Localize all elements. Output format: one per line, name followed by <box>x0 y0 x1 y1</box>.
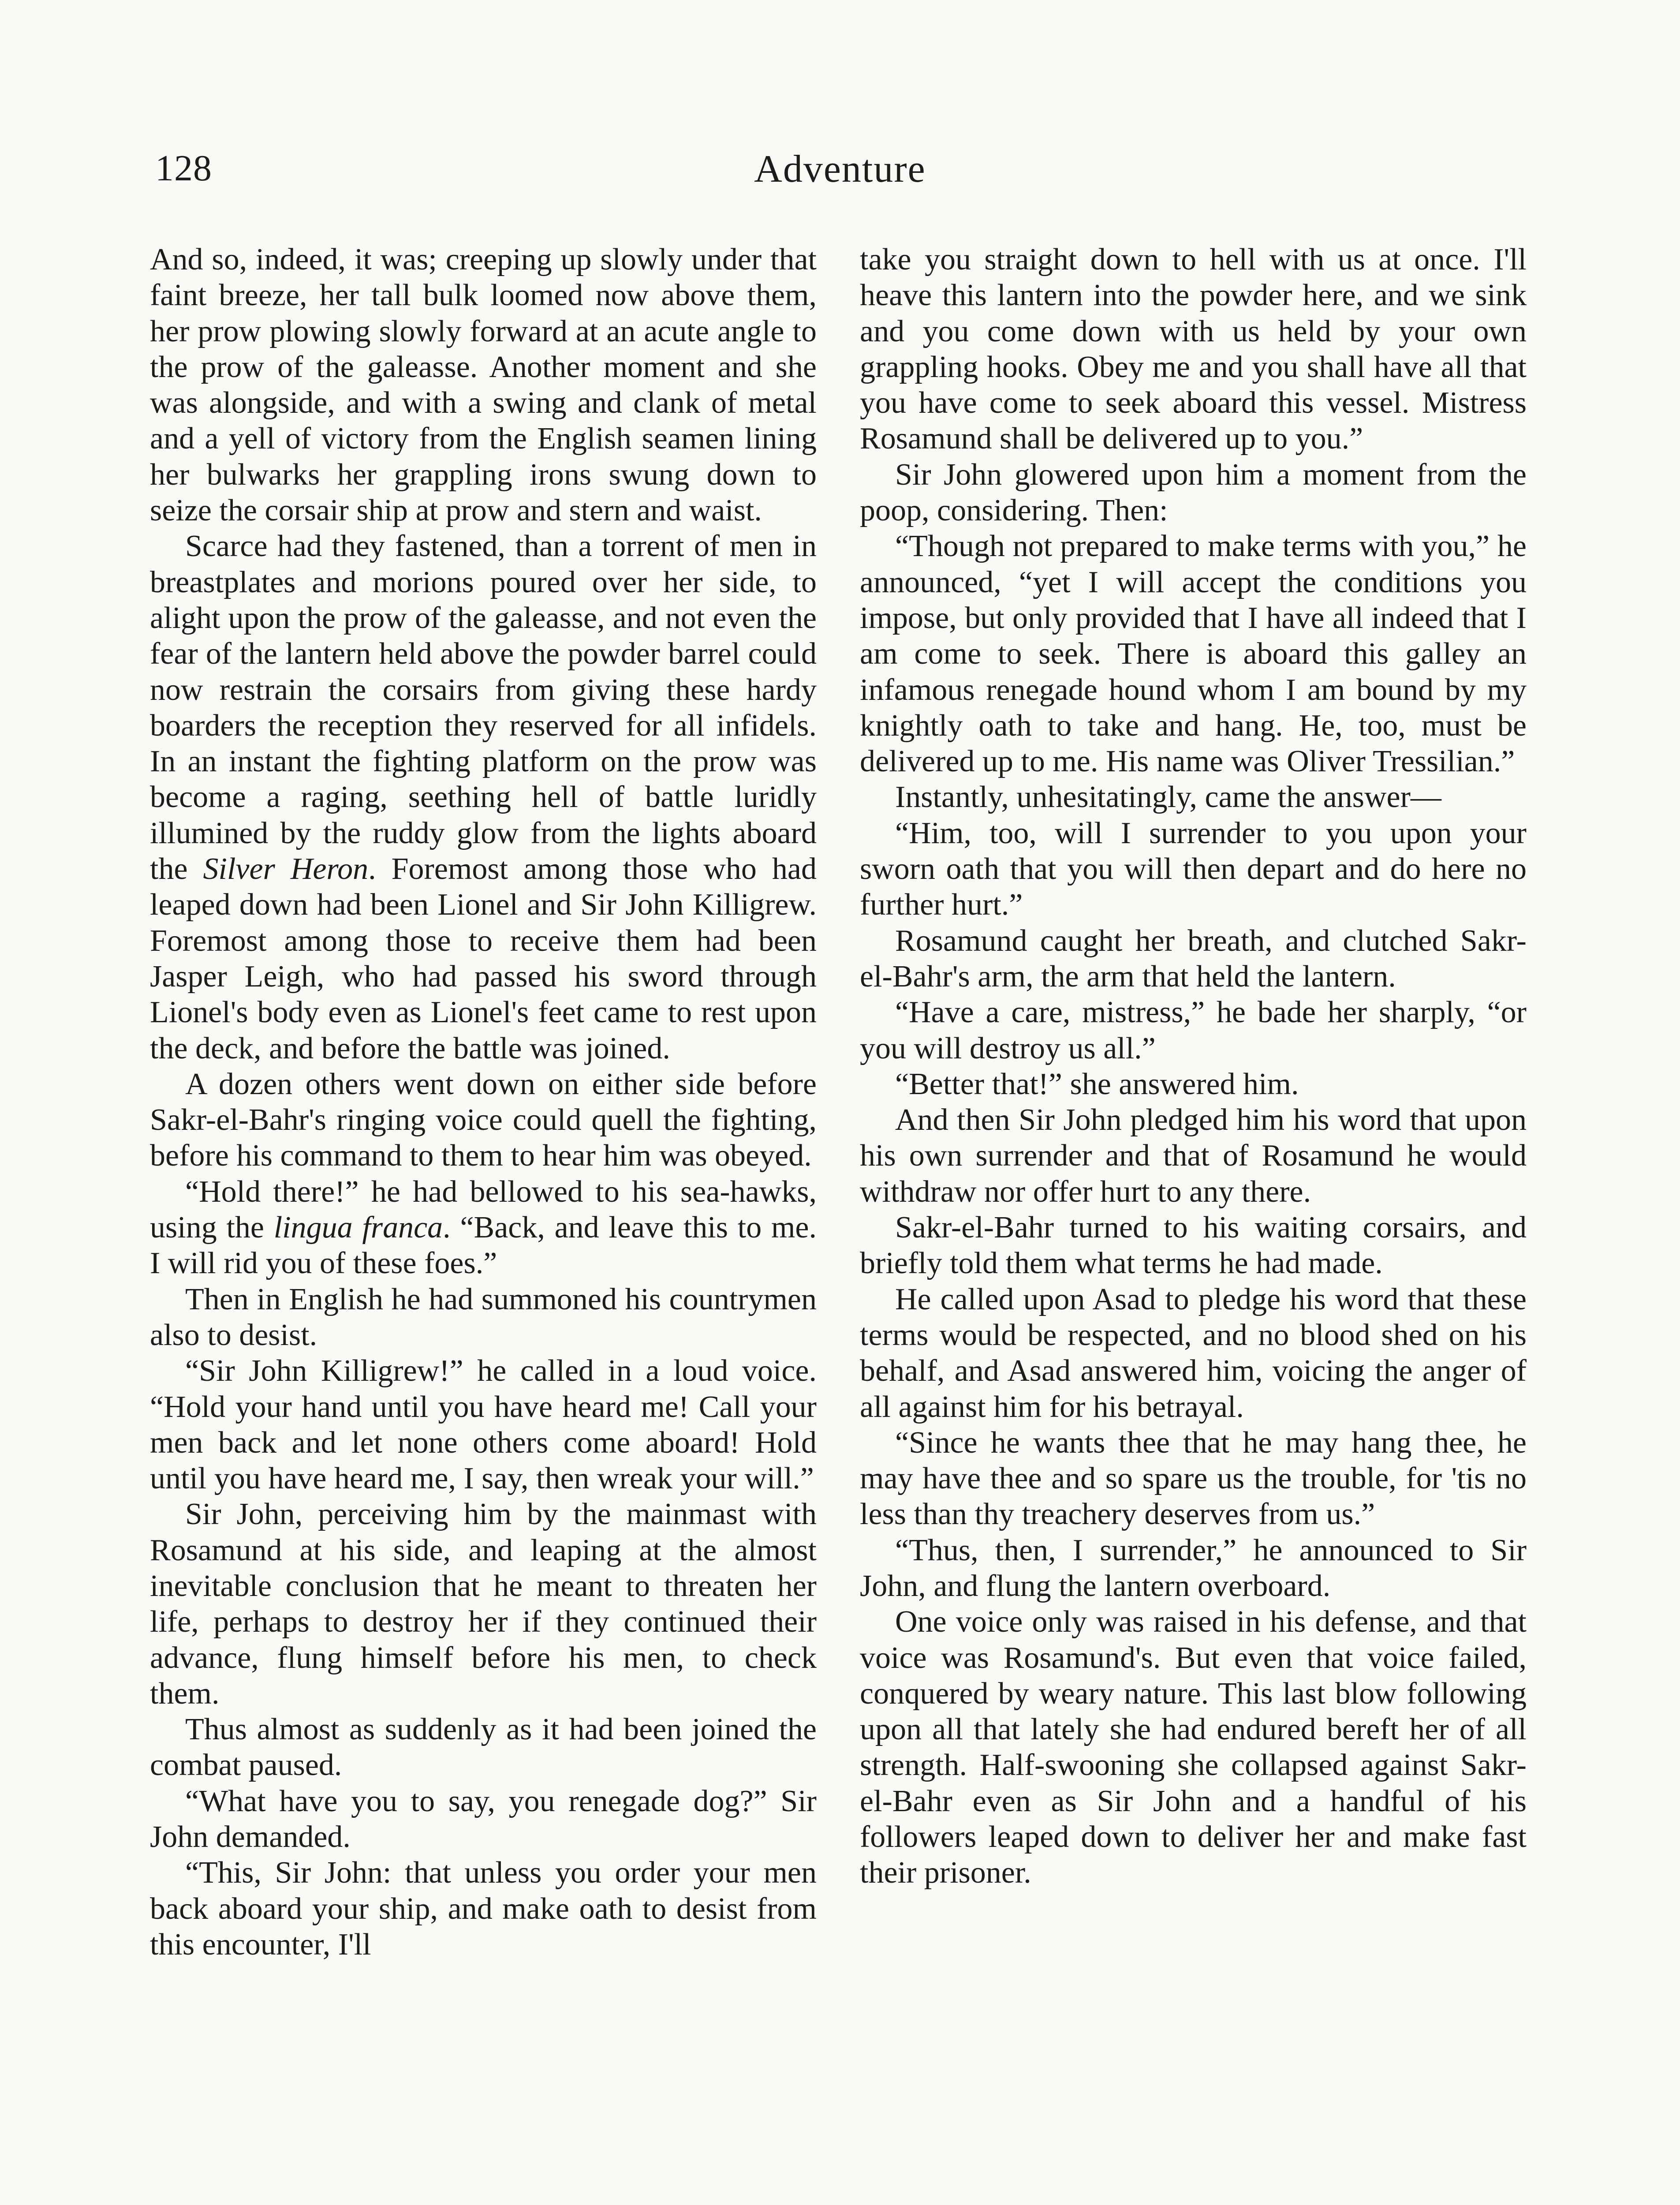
paragraph: take you straight down to hell with us at once. I'll heave this lantern into the powder here, and we sink and you come down with us held by your own grappling hooks. Obey me and you shall have all that you have come to seek aboard this vessel. Mistress Rosamund shall be delivered up to you.” <box>860 243 1527 456</box>
paragraph: “Since he wants thee that he may hang thee, he may have thee and so spare us the trouble, for 'tis no less than thy treachery deserves from us.” <box>860 1425 1527 1532</box>
running-title: Adventure <box>754 148 926 191</box>
paragraph <box>150 1174 817 1282</box>
paragraph-text: Scarce had they fastened, than a torrent of men in breastplates and morions poured over her side, to alight upon the prow of the galeasse, and not even the fear of the lantern held above the powder barrel could now restrain the corsairs from giving these hardy boarders the reception they reserved for all infidels. In an instant the fighting platform on the prow was become a raging, seething hell of battle luridly illumined by the ruddy glow from the lights aboard the <box>150 529 817 886</box>
paragraph: And so, indeed, it was; creeping up slowly under that faint breeze, her tall bulk loomed now above them, her prow plowing slowly forward at an acute angle to the prow of the galeasse. Another moment and she was alongside, and with a swing and clank of metal and a yell of victory from the English seamen lining her bulwarks her grappling irons swung down to seize the corsair ship at prow and stern and waist. <box>150 243 817 528</box>
paragraph: Sakr-el-Bahr turned to his waiting corsairs, and briefly told them what terms he had made. <box>860 1211 1527 1281</box>
paragraph-text: . Foremost among those who had leaped down had been Lionel and Sir John Killigrew. Foremost among those to receive them had been Jasper Leigh, who had passed his sword through Lionel's body even as Lionel's feet came to rest upon the deck, and before the battle was joined. <box>150 852 817 1065</box>
paragraph: Sir John glowered upon him a moment from the poop, considering. Then: <box>860 457 1527 528</box>
paragraph <box>150 528 817 1066</box>
paragraph: He called upon Asad to pledge his word that these terms would be respected, and no blood shed on his behalf, and Asad answered him, voicing the anger of all against him for his betrayal. <box>860 1282 1527 1424</box>
left-column <box>150 242 817 1962</box>
paragraph: “Though not prepared to make terms with you,” he announced, “yet I will accept the conditions you impose, but only provided that I have all indeed that I am come to seek. There is aboard this galley an infamous renegade hound whom I am bound by my knightly oath to take and hang. He, too, must be delivered up to me. His name was Oliver Tressilian.” <box>860 529 1527 779</box>
paragraph: “Have a care, mistress,” he bade her sharply, “or you will destroy us all.” <box>860 995 1527 1065</box>
paragraph: “Thus, then, I surrender,” he announced to Sir John, and flung the lantern overboard. <box>860 1533 1527 1603</box>
paragraph-text: “Hold there!” he had bellowed to his sea-hawks, using the <box>150 1174 817 1245</box>
paragraph-text: . “Back, and leave this to me. I will rid you of these foes.” <box>150 1211 817 1281</box>
paragraph: Rosamund caught her breath, and clutched Sakr-el-Bahr's arm, the arm that held the lantern. <box>860 923 1527 994</box>
paragraph: “What have you to say, you renegade dog?” Sir John demanded. <box>150 1784 817 1854</box>
paragraph: Instantly, unhesitatingly, came the answer— <box>895 780 1441 815</box>
paragraph: “Him, too, will I surrender to you upon your sworn oath that you will then depart and do here no further hurt.” <box>860 816 1527 922</box>
right-column <box>860 242 1527 1891</box>
paragraph: And then Sir John pledged him his word that upon his own surrender and that of Rosamund he would withdraw nor offer hurt to any there. <box>860 1103 1527 1209</box>
italic-phrase: lingua franca <box>273 1211 443 1245</box>
paragraph: Then in English he had summoned his countrymen also to desist. <box>150 1282 817 1352</box>
paragraph: “This, Sir John: that unless you order your men back aboard your ship, and make oath to desist from this encounter, I'll <box>150 1856 817 1962</box>
page-number: 128 <box>155 148 212 189</box>
paragraph: “Sir John Killigrew!” he called in a loud voice. “Hold your hand until you have heard me! Call your men back and let none others come aboard! Hold until you have heard me, I say, then wreak your will.” <box>150 1354 817 1496</box>
paragraph: Thus almost as suddenly as it had been joined the combat paused. <box>150 1712 817 1783</box>
paragraph: Sir John, perceiving him by the mainmast with Rosamund at his side, and leaping at the almost inevitable conclusion that he meant to threaten her life, perhaps to destroy her if they continued their advance, flung himself before his men, to check them. <box>150 1497 817 1711</box>
ship-name: Silver Heron <box>203 852 369 886</box>
paragraph: One voice only was raised in his defense, and that voice was Rosamund's. But even that voice failed, conquered by weary nature. This last blow following upon all that lately she had endured bereft her of all strength. Half-swooning she collapsed against Sakr-el-Bahr even as Sir John and a handful of his followers leaped down to deliver her and make fast their prisoner. <box>860 1605 1527 1890</box>
paragraph: “Better that!” she answered him. <box>895 1067 1299 1101</box>
paragraph: A dozen others went down on either side before Sakr-el-Bahr's ringing voice could quell the fighting, before his command to them to hear him was obeyed. <box>150 1067 817 1173</box>
